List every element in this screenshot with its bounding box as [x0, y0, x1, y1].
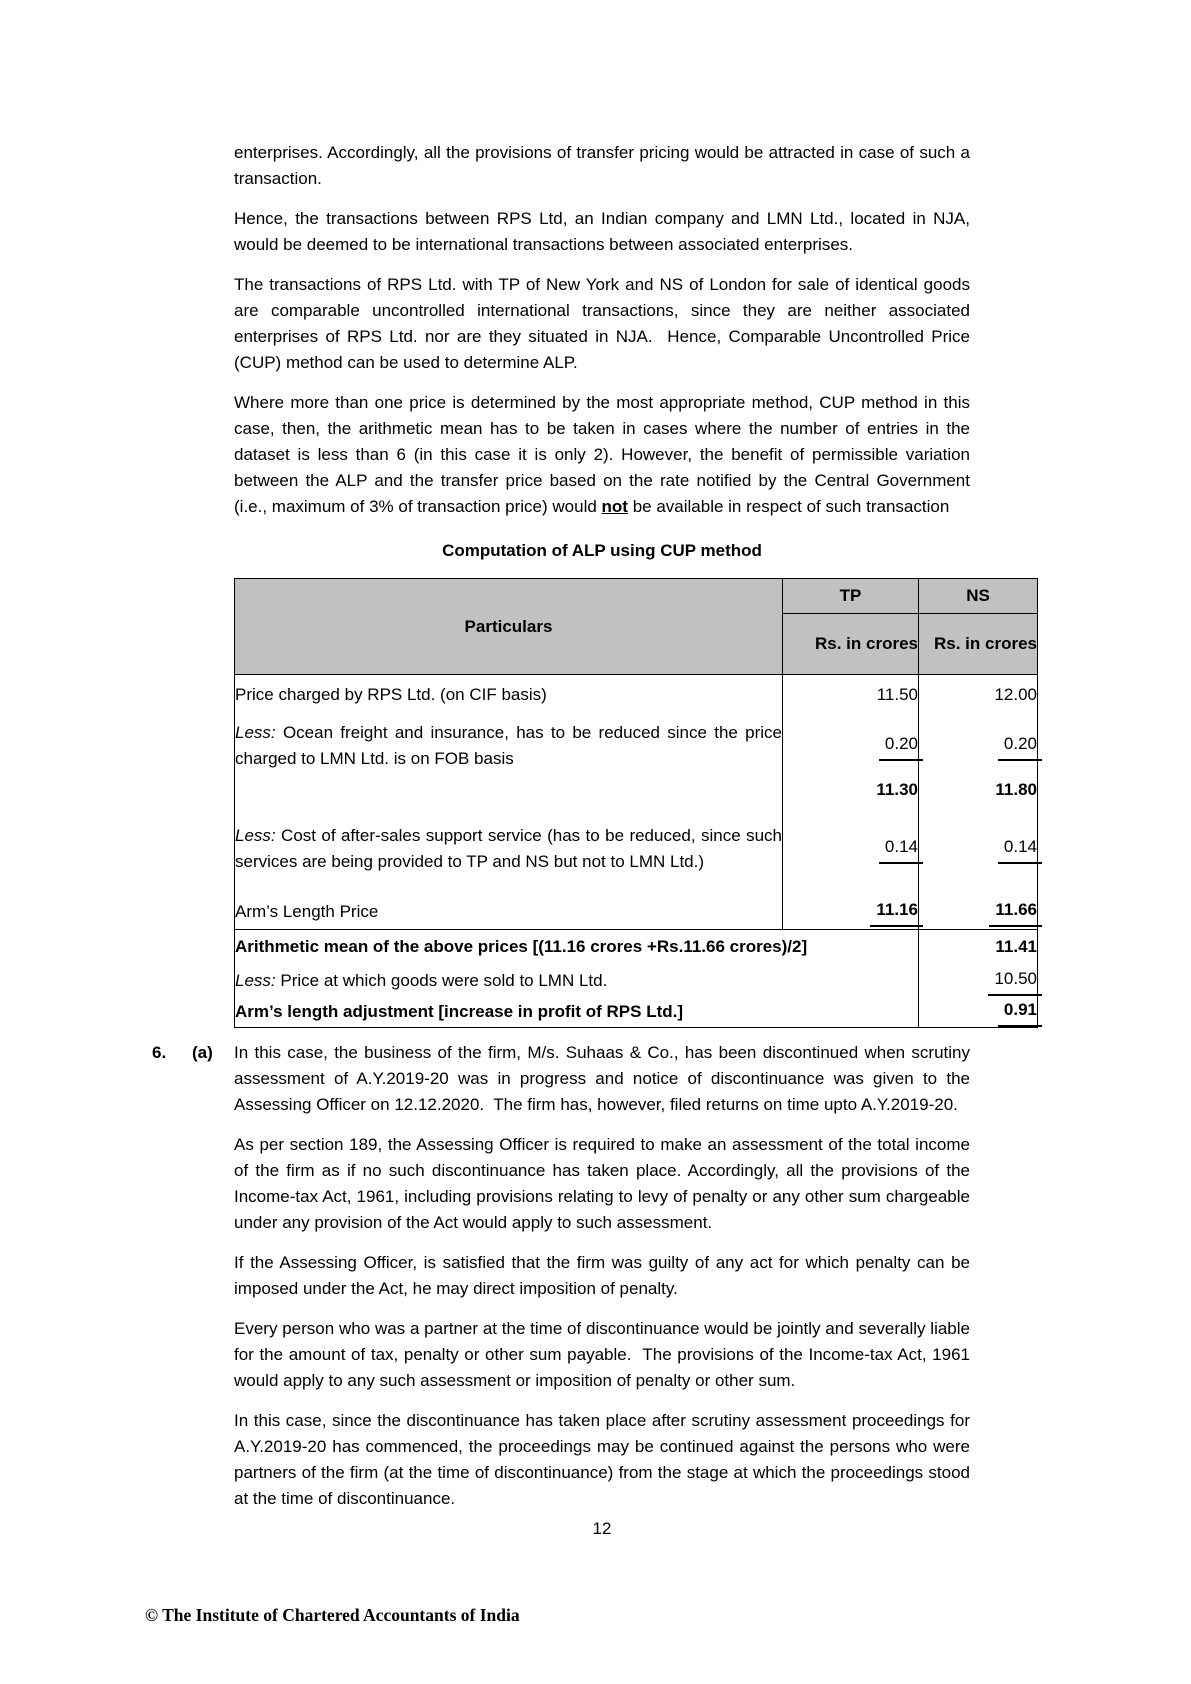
table-row-less-price-sold — [235, 965, 1038, 997]
intro-paragraph-3: The transactions of RPS Ltd. with TP of New York and NS of London for sale of identical goods are comparable uncontrolled international transactions, since they are neither associated enterprises of RPS Ltd. nor are they situated in NJA. Hence, Comparable Uncontrolled Price (CUP) method can be used to determine ALP. — [234, 275, 970, 372]
table-row-less-freight — [235, 715, 1038, 777]
header-tp: TP — [783, 579, 919, 614]
ns-value: 0.20 — [919, 715, 1038, 777]
answer-paragraph-1: In this case, the business of the firm, M/s. Suhaas & Co., has been discontinued when scrutiny assessment of A.Y.2019-20 was in progress and notice of discontinuance was given to the Assessing Officer on 12.12.2020. The firm has, however, filed returns on time upto A.Y.2019-20. — [234, 1043, 970, 1114]
particulars-cell: Price charged by RPS Ltd. (on CIF basis) — [235, 675, 783, 715]
paragraph-text: be available in respect of such transaction — [627, 497, 950, 516]
particulars-cell — [235, 777, 783, 803]
answer-paragraph-5: In this case, since the discontinuance has taken place after scrutiny assessment proceedings for A.Y.2019-20 has commenced, the proceedings may be continued against the persons who were partners of the firm (at the time of discontinuance) from the stage at which the proceedings stood at the time of discontinuance. — [234, 1411, 970, 1508]
table-row-subtotal — [235, 777, 1038, 803]
particulars-cell — [235, 803, 783, 895]
row-text: Ocean freight and insurance, has to be reduced since the price charged to LMN Ltd. is on FOB basis — [235, 722, 782, 768]
ns-value: 11.80 — [919, 777, 1038, 803]
paragraph-text: Where more than one price is determined by the most appropriate method, CUP method in this case, then, the arithmetic mean has to be taken in cases where the number of entries in the dataset is less than 6 (in this case it is only 2). However, the benefit of permissible variation between the ALP and the transfer price based on the rate notified by the Central Government (i.e., maximum of 3% of transaction price) would — [234, 393, 970, 516]
summary-label: Arithmetic mean of the above prices [(11.16 crores +Rs.11.66 crores)/2] — [235, 930, 919, 965]
emphasis-not: not — [601, 497, 628, 516]
header-unit-tp: Rs. in crores — [783, 614, 919, 675]
tp-value: 0.20 — [783, 715, 919, 777]
particulars-cell — [235, 715, 783, 777]
summary-label: Arm’s length adjustment [increase in profit of RPS Ltd.] — [235, 997, 919, 1028]
table-row-alp — [235, 895, 1038, 930]
answer-paragraph-3: If the Assessing Officer, is satisfied that the firm was guilty of any act for which penalty can be imposed under the Act, he may direct imposition of penalty. — [234, 1253, 970, 1298]
table-row-less-aftersales — [235, 803, 1038, 895]
intro-paragraph-2: Hence, the transactions between RPS Ltd, an Indian company and LMN Ltd., located in NJA, would be deemed to be international transactions between associated enterprises. — [234, 209, 970, 254]
header-unit-ns: Rs. in crores — [919, 614, 1038, 675]
tp-value: 11.50 — [783, 675, 919, 715]
ns-value: 0.91 — [919, 997, 1038, 1028]
tp-value: 11.30 — [783, 777, 919, 803]
answer-paragraph-4: Every person who was a partner at the time of discontinuance would be jointly and severally liable for the amount of tax, penalty or other sum payable. The provisions of the Income-tax Act, 1961 would apply to any such assessment or imposition of penalty or other sum. — [234, 1319, 970, 1390]
ns-value: 11.41 — [919, 930, 1038, 965]
answer-body — [234, 1040, 970, 1526]
summary-label — [235, 965, 919, 997]
table-title: Computation of ALP using CUP method — [442, 541, 762, 560]
particulars-cell: Arm’s Length Price — [235, 895, 783, 930]
alp-computation-table — [234, 578, 1038, 1028]
less-label: Less: — [235, 970, 276, 990]
question-number: 6. — [152, 1043, 167, 1062]
content-flow — [152, 140, 1037, 1526]
header-ns: NS — [919, 579, 1038, 614]
table-row-arithmetic-mean — [235, 930, 1038, 965]
copyright-notice: © The Institute of Chartered Accountants of India — [145, 1605, 520, 1625]
page-number: 12 — [592, 1519, 612, 1538]
intro-paragraph-1: enterprises. Accordingly, all the provisions of transfer pricing would be attracted in case of such a transaction. — [234, 143, 970, 188]
ns-value: 11.66 — [919, 895, 1038, 930]
question-part-label: (a) — [192, 1043, 213, 1062]
question-6a-section — [152, 1040, 970, 1526]
less-label: Less: — [235, 722, 276, 742]
table-row-price-charged — [235, 675, 1038, 715]
answer-paragraph-2: As per section 189, the Assessing Officer is required to make an assessment of the total income of the firm as if no such discontinuance has taken place. Accordingly, all the provisions of the Income-tax Act, 1961, including provisions relating to levy of penalty or any other sum chargeable under any provision of the Act would apply to such assessment. — [234, 1135, 970, 1232]
tp-value: 11.16 — [783, 895, 919, 930]
header-particulars: Particulars — [235, 579, 783, 675]
table-header-row — [235, 579, 1038, 614]
intro-paragraph-4 — [234, 390, 970, 520]
ns-value: 10.50 — [919, 965, 1038, 997]
table-row-alp-adjustment — [235, 997, 1038, 1028]
ns-value: 0.14 — [919, 803, 1038, 895]
ns-value: 12.00 — [919, 675, 1038, 715]
tp-value: 0.14 — [783, 803, 919, 895]
row-text: Price at which goods were sold to LMN Ltd. — [280, 970, 608, 990]
row-text: Cost of after-sales support service (has to be reduced, since such services are being provided to TP and NS but not to LMN Ltd.) — [235, 825, 782, 871]
less-label: Less: — [235, 825, 276, 845]
